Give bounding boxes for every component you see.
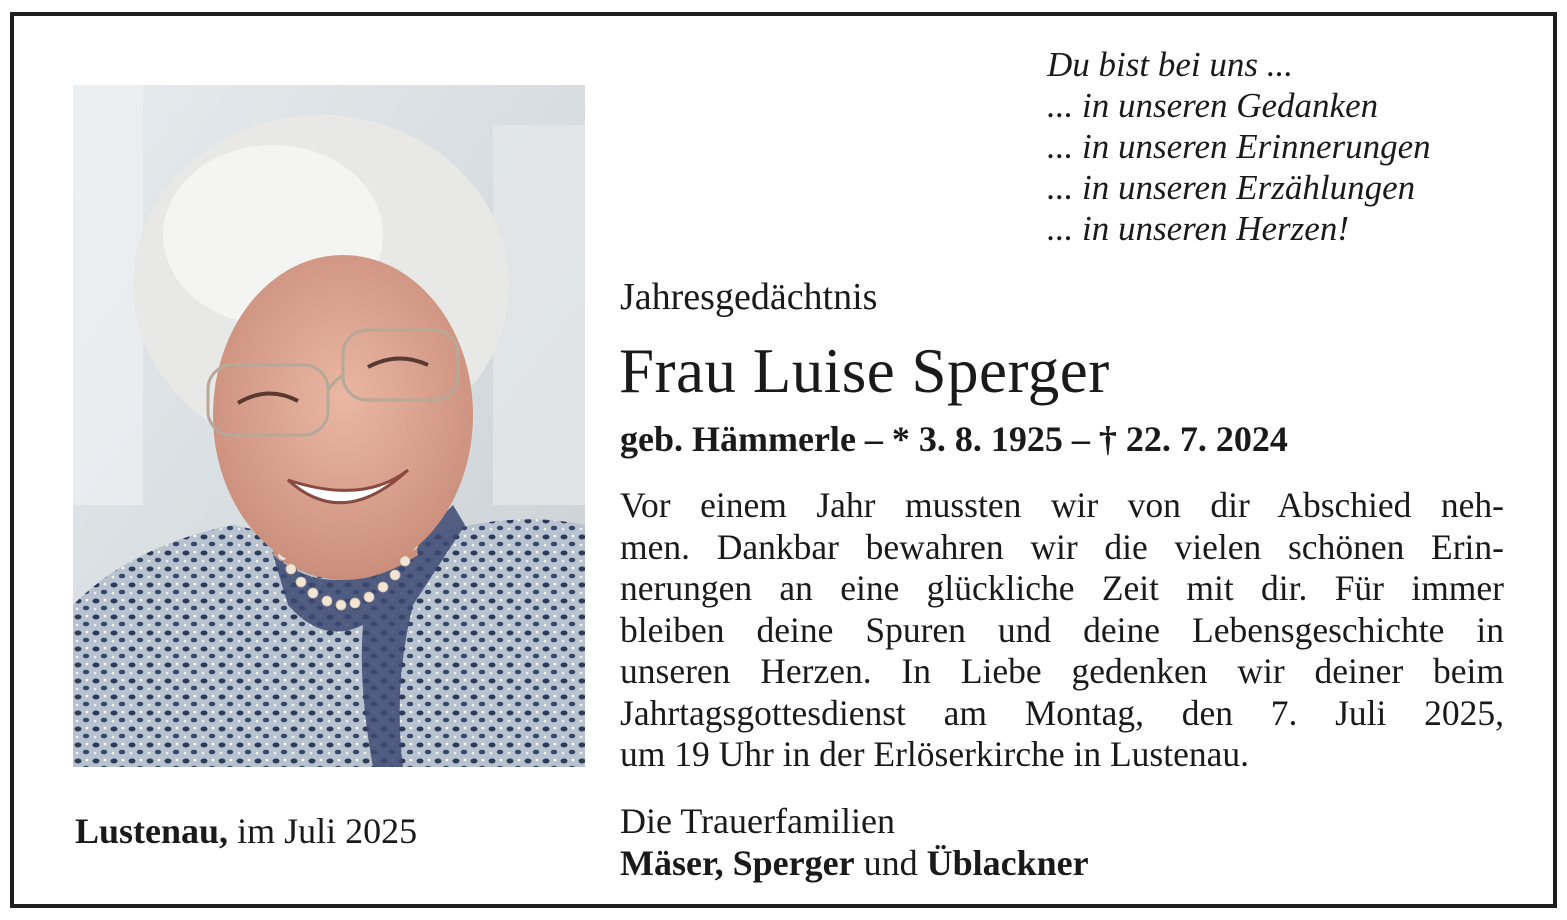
- text-line: Jahrtagsgottesdienst am Montag, den 7. Juli 2025,: [620, 692, 1504, 733]
- poem-line: ... in unseren Erzählungen: [1047, 168, 1416, 207]
- poem-line: Du bist bei uns ...: [1047, 45, 1293, 84]
- poem-line: ... in unseren Erinnerungen: [1047, 127, 1431, 166]
- notice-type-label: Jahresgedächtnis: [620, 276, 878, 318]
- poem-line: ... in unseren Gedanken: [1047, 86, 1379, 125]
- deceased-name: Frau Luise Sperger: [619, 336, 1110, 406]
- text-line: um 19 Uhr in der Erlöserkirche in Lustenau.: [620, 734, 1249, 774]
- family-connector: und: [863, 843, 918, 883]
- memorial-text: [620, 485, 1504, 776]
- place-city: Lustenau,: [75, 811, 229, 851]
- birth-death-dates: geb. Hämmerle – * 3. 8. 1925 – † 22. 7. 2024: [620, 419, 1288, 459]
- text-line: Vor einem Jahr mussten wir von dir Abschied neh-: [620, 485, 1504, 525]
- text-line: bleiben deine Spuren und deine Lebensgeschichte in: [620, 609, 1504, 650]
- signature-intro: Die Trauerfamilien: [620, 801, 895, 841]
- place-month: im Juli 2025: [237, 811, 418, 851]
- poem-line: ... in unseren Herzen!: [1047, 209, 1349, 248]
- text-line: unseren Herzen. In Liebe gedenken wir deiner beim: [620, 651, 1504, 691]
- portrait-photo: [73, 85, 585, 767]
- place-date: [75, 810, 417, 852]
- family-names-1: Mäser, Sperger: [620, 843, 855, 883]
- text-line: nerungen an eine glückliche Zeit mit dir. Für immer: [620, 568, 1504, 608]
- family-names-2: Üblackner: [926, 843, 1089, 883]
- memorial-poem: [1047, 44, 1431, 249]
- signature-families: [620, 842, 1089, 884]
- text-line: men. Dankbar bewahren wir die vielen schönen Erin-: [620, 526, 1504, 567]
